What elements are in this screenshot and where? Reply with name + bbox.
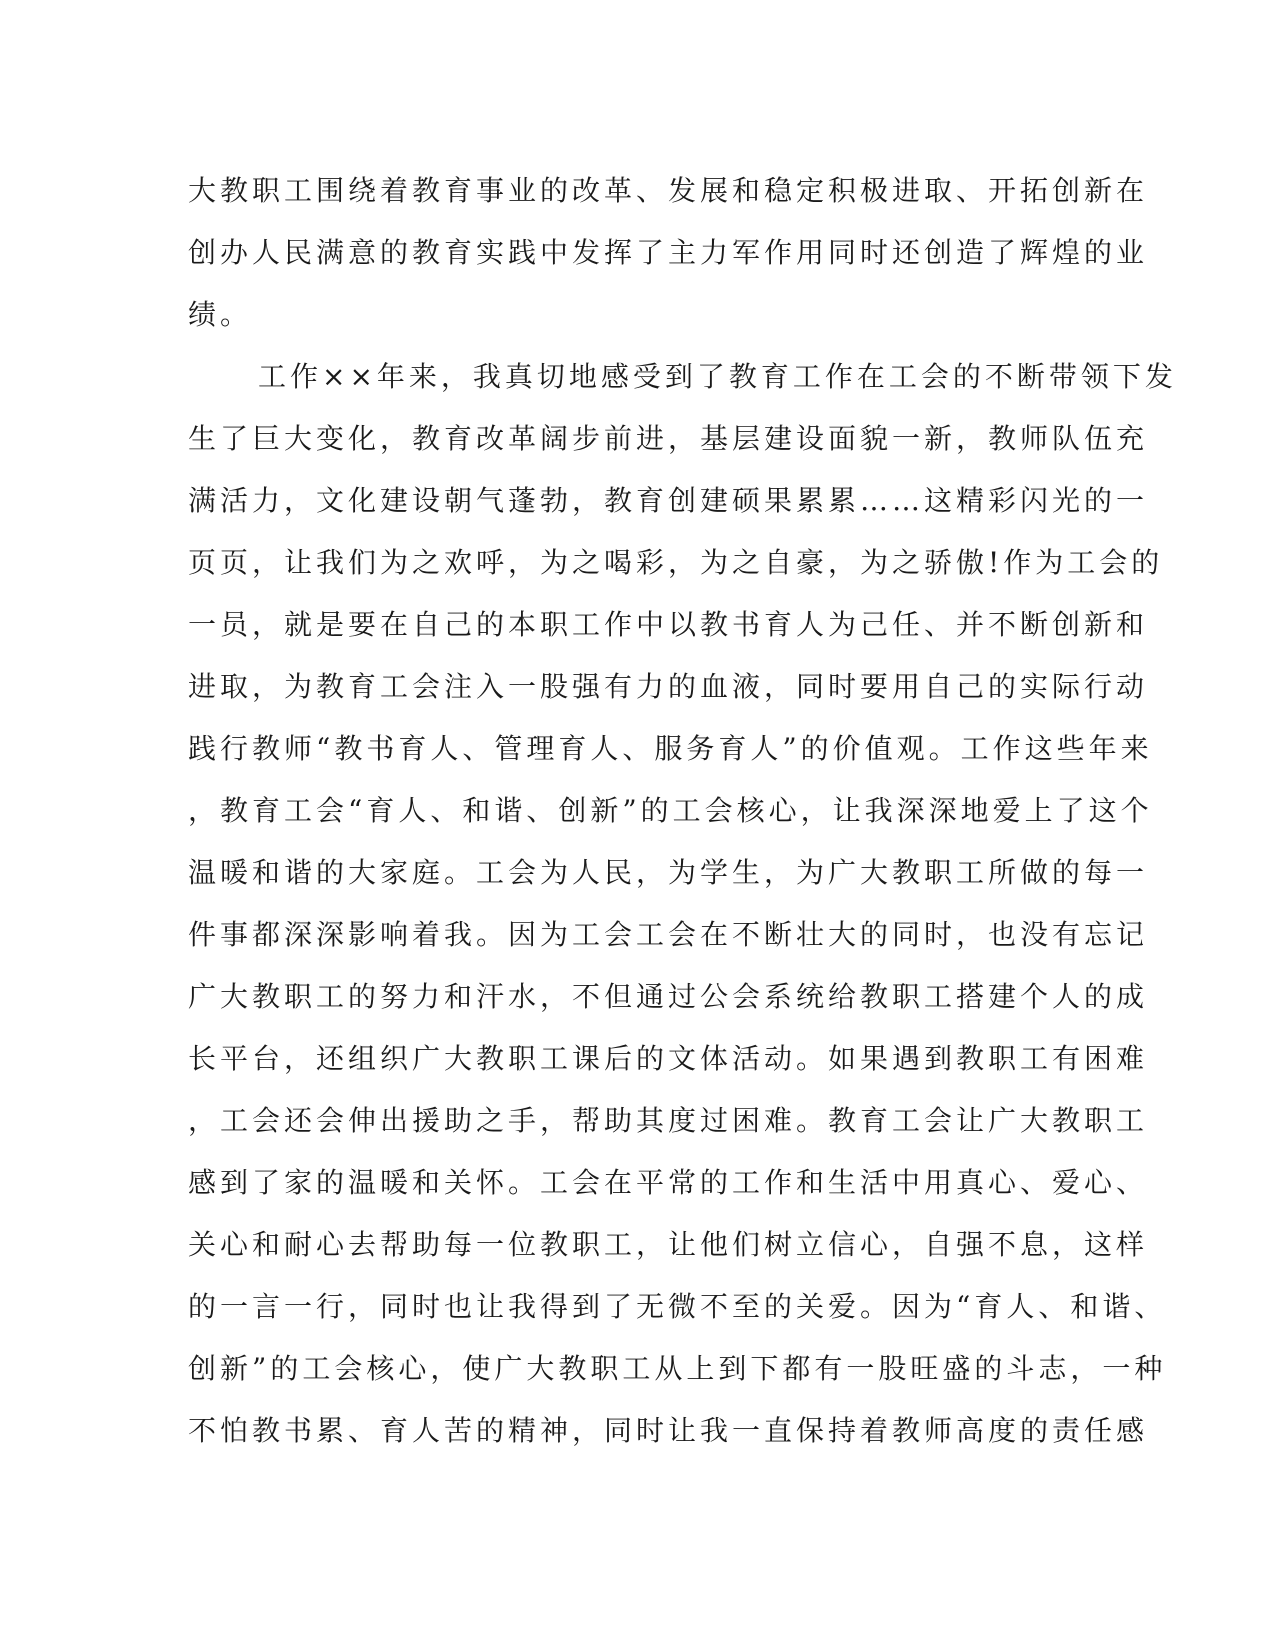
paragraph-2-line-18: 不怕教书累、育人苦的精神，同时让我一直保持着教师高度的责任感 [188, 1414, 1149, 1447]
paragraph-1-line-1: 大教职工围绕着教育事业的改革、发展和稳定积极进取、开拓创新在 [188, 174, 1149, 207]
document-body [188, 160, 1177, 1524]
paragraph-2-line-16: 的一言一行，同时也让我得到了无微不至的关爱。因为“育人、和谐、 [188, 1290, 1167, 1323]
paragraph-2-line-2: 生了巨大变化，教育改革阔步前进，基层建设面貌一新，教师队伍充 [188, 422, 1149, 455]
paragraph-2-line-17: 创新”的工会核心，使广大教职工从上到下都有一股旺盛的斗志，一种 [188, 1352, 1167, 1385]
paragraph-2-line-14: 感到了家的温暖和关怀。工会在平常的工作和生活中用真心、爱心、 [188, 1166, 1149, 1199]
paragraph-2-line-4: 页页，让我们为之欢呼，为之喝彩，为之自豪，为之骄傲!作为工会的 [188, 546, 1164, 579]
paragraph-2-line-3: 满活力，文化建设朝气蓬勃，教育创建硕果累累……这精彩闪光的一 [188, 484, 1149, 517]
paragraph-2-line-12: 长平台，还组织广大教职工课后的文体活动。如果遇到教职工有困难 [188, 1042, 1149, 1075]
paragraph-2-line-7: 践行教师“教书育人、管理育人、服务育人”的价值观。工作这些年来 [188, 732, 1153, 765]
paragraph-2-line-8: ，教育工会“育人、和谐、创新”的工会核心，让我深深地爱上了这个 [188, 794, 1153, 827]
paragraph-2-line-19 [188, 1462, 1088, 1524]
paragraph-2-line-1: 工作××年来，我真切地感受到了教育工作在工会的不断带领下发 [258, 360, 1177, 393]
paragraph-2-line-11: 广大教职工的努力和汗水，不但通过公会系统给教职工搭建个人的成 [188, 980, 1149, 1013]
paragraph-2-line-5: 一员，就是要在自己的本职工作中以教书育人为己任、并不断创新和 [188, 608, 1149, 641]
paragraph-2-line-6: 进取，为教育工会注入一股强有力的血液，同时要用自己的实际行动 [188, 670, 1149, 703]
paragraph-2-line-13: ，工会还会伸出援助之手，帮助其度过困难。教育工会让广大教职工 [188, 1104, 1149, 1137]
paragraph-2-line-9: 温暖和谐的大家庭。工会为人民，为学生，为广大教职工所做的每一 [188, 856, 1149, 889]
paragraph-2-line-15: 关心和耐心去帮助每一位教职工，让他们树立信心，自强不息，这样 [188, 1228, 1149, 1261]
paragraph-2-line-10: 件事都深深影响着我。因为工会工会在不断壮大的同时，也没有忘记 [188, 918, 1149, 951]
paragraph-1-line-3: 绩。 [188, 298, 253, 331]
paragraph-1-line-2: 创办人民满意的教育实践中发挥了主力军作用同时还创造了辉煌的业 [188, 236, 1149, 269]
